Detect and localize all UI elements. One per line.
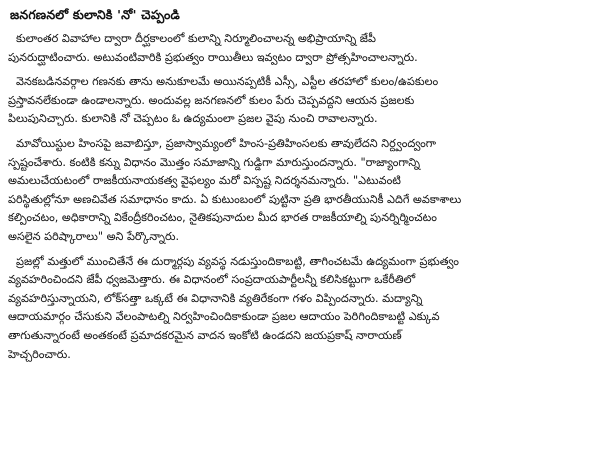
paragraph-2 — [8, 73, 595, 129]
paragraph-line: పునరుద్ఘాటించారు. అటువంటివారికి ప్రభుత్వం రాయితీలు ఇవ్వటం ద్వారా ప్రోత్సహించాలన్నారు. — [8, 50, 418, 64]
paragraph-line: వ్యవహరిస్తున్నాయని, లోక్‌సత్తా ఒక్కటే ఈ విధానానికి వ్యతిరేకంగా గళం విప్పిందన్నారు. మద్యాన్ని — [8, 291, 423, 305]
paragraph-line: మావోయిస్టుల హింసపై జవాబిస్తూ, ప్రజాస్వామ్యంలో హింస-ప్రతిహింసలకు తావులేదని నిర్ద్వంద్వంగా — [16, 136, 437, 150]
paragraph-line: ఆదాయమార్గం చేసుకుని వేలంపాటల్ని నిర్వహించిందికాకుండా ప్రజల ఆదాయం పెరిగిందికాబట్టి ఎక్కువ — [8, 310, 440, 324]
paragraph-line: ప్రజల్లో మత్తులో ముంచితేనే ఈ దుర్మార్గపు వ్యవస్థ నడుస్తుందికాబట్టి, తాగించటమే ఉద్యమంగా ప్రభుత్వం — [16, 254, 459, 268]
paragraph-line: వ్యవహరించిందని జేపీ ధ్వజమెత్తారు. ఈ విధానంలో సంప్రదాయపార్టీలన్నీ కలిసికట్టుగా ఒకేరీతిలో — [8, 273, 416, 287]
paragraph-1 — [8, 30, 595, 67]
paragraph-line: కులాంతర వివాహాల ద్వారా దీర్ఘకాలంలో కులాన్ని నిర్మూలించాలన్న అభిప్రాయాన్ని జేపీ — [16, 32, 376, 45]
article-title: జనగణనలో కులానికి 'నో' చెప్పండి — [10, 7, 180, 22]
paragraph-line: స్పష్టంచేశారు. కంటికి కన్ను విధానం మొత్తం సమాజాన్ని గుడ్డిగా మారుస్తుందన్నారు. "రాజ్యాంగాన్ని — [8, 155, 421, 169]
paragraph-line: పరిస్థితుల్లోనూ అణచివేత సమాధానం కాదు. ఏ కుటుంబంలో పుట్టినా ప్రతి భారతీయునికీ ఎదిగే అవకాశాలు — [8, 192, 462, 206]
paragraph-line: తాగుతున్నారంటే అంతకంటే ప్రమాదకరమైన వాదన ఇంకోటి ఉండదని జయప్రకాష్ నారాయణ్ — [8, 328, 402, 342]
paragraph-4 — [8, 253, 595, 365]
paragraph-3 — [8, 135, 595, 247]
paragraph-line: కల్పించటం, అధికారాన్ని వికేంద్రీకరించటం, నైతికపునాదుల మీద భారత రాజకీయాల్ని పునర్నిర్మించటం — [8, 211, 437, 225]
paragraph-line: హెచ్చరించారు. — [8, 347, 71, 361]
paragraph-line: అమలుచేయటంలో రాజకీయనాయకత్వ వైఫల్యం మరో విస్పష్ట నిదర్శనమన్నారు. "ఎటువంటి — [8, 174, 401, 188]
paragraph-line: అసలైన పరిష్కారాలు" అని పేర్కొన్నారు. — [8, 229, 180, 243]
paragraph-line: వెనకబడినవర్గాల గణనకు తాను అనుకూలమే అయినప్పటికీ ఎస్సీ, ఎస్టీల తరహాలో కులం/ఉపకులం — [16, 75, 439, 89]
paragraph-line: పిలుపునిచ్చారు. కులానికి నో చెప్పటం ఓ ఉద్యమంలా ప్రజల వైపు నుంచి రావాలన్నారు. — [8, 112, 378, 126]
paragraph-line: ప్రస్తావనలేకుండా ఉండాలన్నారు. అందువల్ల జనగణనలో కులం పేరు చెప్పవద్దని ఆయన ప్రజలకు — [8, 93, 415, 107]
